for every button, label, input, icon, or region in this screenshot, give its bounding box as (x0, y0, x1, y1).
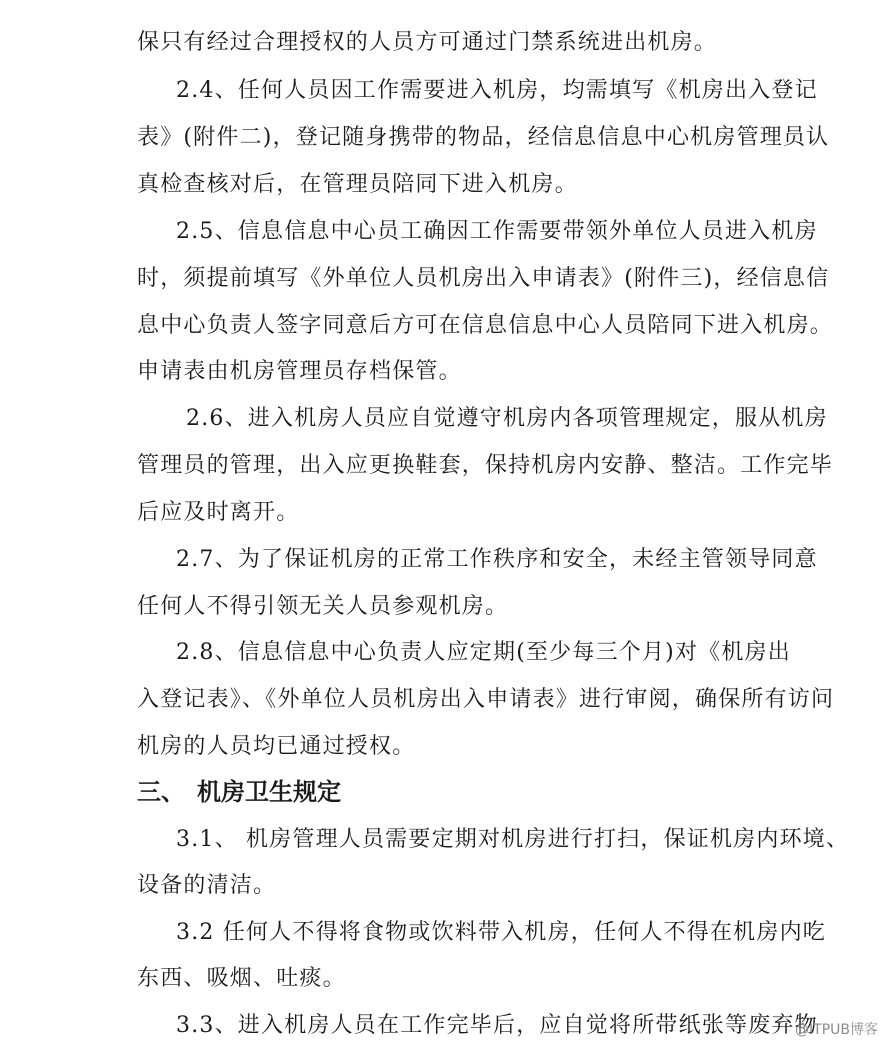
text-line: 2.6、进入机房人员应自觉遵守机房内各项管理规定，服从机房 (186, 406, 828, 431)
text-line: 息中心负责人签字同意后方可在信息信息中心人员陪同下进入机房。 (137, 313, 834, 338)
text-line: 入登记表》、《外单位人员机房出入申请表》进行审阅，确保所有访问 (137, 687, 835, 712)
text-line: 2.7、为了保证机房的正常工作秩序和安全，未经主管领导同意 (176, 547, 818, 572)
text-line: 2.4、任何人员因工作需要进入机房，均需填写《机房出入登记 (176, 78, 818, 103)
section-heading (137, 776, 341, 808)
text-line: 2.8、信息信息中心负责人应定期(至少每三个月)对《机房出 (176, 640, 791, 665)
text-line: 真检查核对后，在管理员陪同下进入机房。 (137, 172, 578, 197)
text-line: 设备的清洁。 (137, 873, 277, 898)
text-line: 时，须提前填写《外单位人员机房出入申请表》(附件三)，经信息信 (137, 266, 830, 291)
text-line: 3.1、 机房管理人员需要定期对机房进行打扫，保证机房内环境、 (176, 827, 850, 852)
watermark-text: @ITPUB博客 (795, 1022, 878, 1038)
text-line: 申请表由机房管理员存档保管。 (137, 359, 462, 384)
text-line: 2.5、信息信息中心员工确因工作需要带领外单位人员进入机房 (176, 219, 818, 244)
text-line: 后应及时离开。 (137, 500, 300, 525)
text-line: 机房的人员均已通过授权。 (137, 734, 416, 759)
text-line: 管理员的管理，出入应更换鞋套，保持机房内安静、整洁。工作完毕 (137, 453, 834, 478)
text-line: 任何人不得引领无关人员参观机房。 (137, 594, 509, 619)
text-line: 东西、吸烟、吐痰。 (137, 966, 346, 991)
section-number: 三、 (137, 778, 185, 806)
section-title: 机房卫生规定 (197, 778, 341, 806)
text-line: 3.3、进入机房人员在工作完毕后，应自觉将所带纸张等废弃物 (176, 1013, 818, 1038)
text-line: 保只有经过合理授权的人员方可通过门禁系统进出机房。 (137, 30, 718, 55)
text-line: 3.2 任何人不得将食物或饮料带入机房，任何人不得在机房内吃 (176, 920, 826, 945)
text-line: 表》(附件二)，登记随身携带的物品，经信息信息中心机房管理员认 (137, 125, 830, 150)
